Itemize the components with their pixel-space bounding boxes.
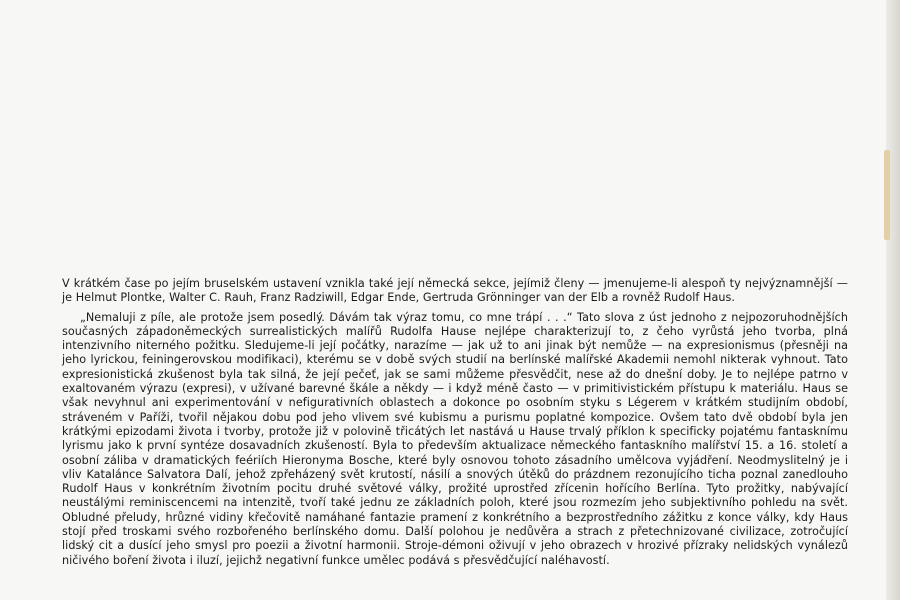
article-body [62,277,848,568]
page-edge-tab [884,150,890,240]
paragraph-1: V krátkém čase po jejím bruselském ustavení vznikla také její německá sekce, jejímiž členy — jmenujeme-li alespoň ty nejvýznamnější — je Helmut Plontke, Walter C. Rauh, Franz Radziwill, Edgar Ende, Gertruda Grönninger van der Elb a rovněž Rudolf Haus. [62,277,848,305]
page-edge [886,0,900,600]
paragraph-2: „Nemaluji z píle, ale protože jsem posedlý. Dávám tak výraz tomu, co mne trápí . . .“ Tato slova z úst jednoho z nejpozoruhodnějších současných západoněmeckých surrealistických malířů Rudolfa Hause nejlépe charakterizují to, z čeho vyrůstá jeho tvorba, plná intenzivního niterného požitku. Sledujeme-li její počátky, narazíme — jak už to ani jinak být nemůže — na expresionismus (přesněji na jeho lyrickou, feiningerovskou modifikaci), kterému se v době svých studií na berlínské malířské Akademii nemohl nikterak vyhnout. Tato expresionistická zkušenost byla tak silná, že její pečeť, jak se sami můžeme přesvědčit, nese až do dnešní doby. Je to nejlépe patrno v exaltovaném výrazu (expresi), v užívané barevné škále a někdy — i když méně často — v primitivistickém přístupu k materiálu. Haus se však nevyhnul ani experimentování v nefigurativních oblastech a dokonce po osobním styku s Légerem v krátkém studijním období, stráveném v Paříži, tvořil nějakou dobu pod jeho vlivem své kubismu a purismu poplatné kompozice. Ovšem tato dvě období byla jen krátkými epizodami života i tvorby, protože již v polovině třicátých let nastává u Hause trvalý příklon k specificky pojatému fantasknímu lyrismu jako k první syntéze dosavadních zkušeností. Byla to především aktualizace německého fantaskního malířství 15. a 16. století a osobní záliba v dramatických feériích Hieronyma Bosche, které byly osnovou tohoto zásadního umělcova vyjádření. Neodmyslitelný je i vliv Katalánce Salvatora Dalí, jehož zpřeházený svět krutostí, násilí a snových útěků do prázdnem rezonujícího ticha poznal zanedlouho Rudolf Haus v konkrétním životním pocitu druhé světové války, prožité uprostřed zřícenin hořícího Berlína. Tyto prožitky, nabývající neustálými reminiscencemi na intenzitě, tvoří také jednu ze základních poloh, které jsou rozmezím jeho subjektivního pohledu na svět. Obludné přeludy, hrůzné vidiny křečovitě namáhané fantazie pramení z konkrétního a bezprostředního zážitku z konce války, kdy Haus stojí před troskami svého rozbořeného berlínského domu. Další polohou je nedůvěra a strach z přetechnizované civilizace, zotročující lidský cit a dusící jeho smysl pro poezii a životní harmonii. Stroje-démoni oživují v jeho obrazech v hrozivé přízraky nelidských vynálezů ničivého boření života i iluzí, jejichž negativní funkce umělec podává s přesvědčující naléhavostí. [62,310,848,567]
